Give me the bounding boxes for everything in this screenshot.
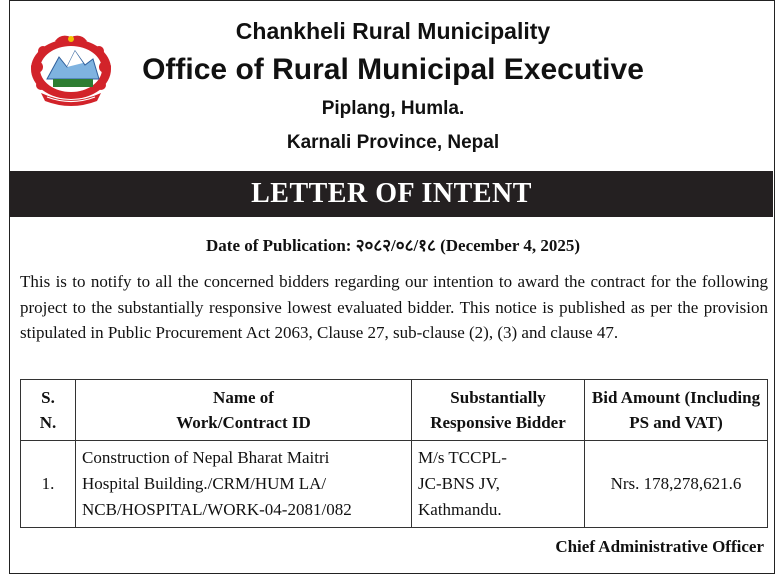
publication-english-date: (December 4, 2025) [440, 236, 580, 255]
cell-bid-amount: Nrs. 178,278,621.6 [585, 441, 768, 528]
header-serial-number: S. N. [21, 380, 76, 441]
letter-title-banner: LETTER OF INTENT [10, 171, 773, 217]
table-row [21, 441, 768, 528]
header-work-name: Name of Work/Contract ID [76, 380, 412, 441]
letter-page [9, 0, 775, 574]
award-table [20, 379, 768, 528]
header-bid-amount: Bid Amount (Including PS and VAT) [585, 380, 768, 441]
notice-text: This is to notify to all the concerned bidders regarding our intention to award the contract for the following project to the substantially responsive lowest evaluated bidder. This notice is published as per the provision stipulated in Public Procurement Act 2063, Clause 27, sub-clause (2), (3) and clause 47. [20, 272, 768, 342]
cell-bidder: M/s TCCPL- JC-BNS JV, Kathmandu. [412, 441, 585, 528]
cell-serial-number: 1. [21, 441, 76, 528]
signatory-title: Chief Administrative Officer [555, 537, 764, 556]
publication-date-label: Date of Publication: [206, 236, 352, 255]
cell-work-name: Construction of Nepal Bharat Maitri Hospital Building./CRM/HUM LA/ NCB/HOSPITAL/WORK-04-2081/082 [76, 441, 412, 528]
province-name: Karnali Province, Nepal [286, 132, 500, 153]
header-bidder: Substantially Responsive Bidder [412, 380, 585, 441]
publication-nepali-date: २०८२/०८/१८ [355, 236, 436, 255]
publication-date [10, 233, 776, 256]
office-title: Office of Rural Municipal Executive [142, 53, 644, 86]
table-header-row [21, 380, 768, 441]
office-location: Piplang, Humla. [321, 98, 465, 119]
municipality-name: Chankheli Rural Municipality [235, 18, 551, 44]
